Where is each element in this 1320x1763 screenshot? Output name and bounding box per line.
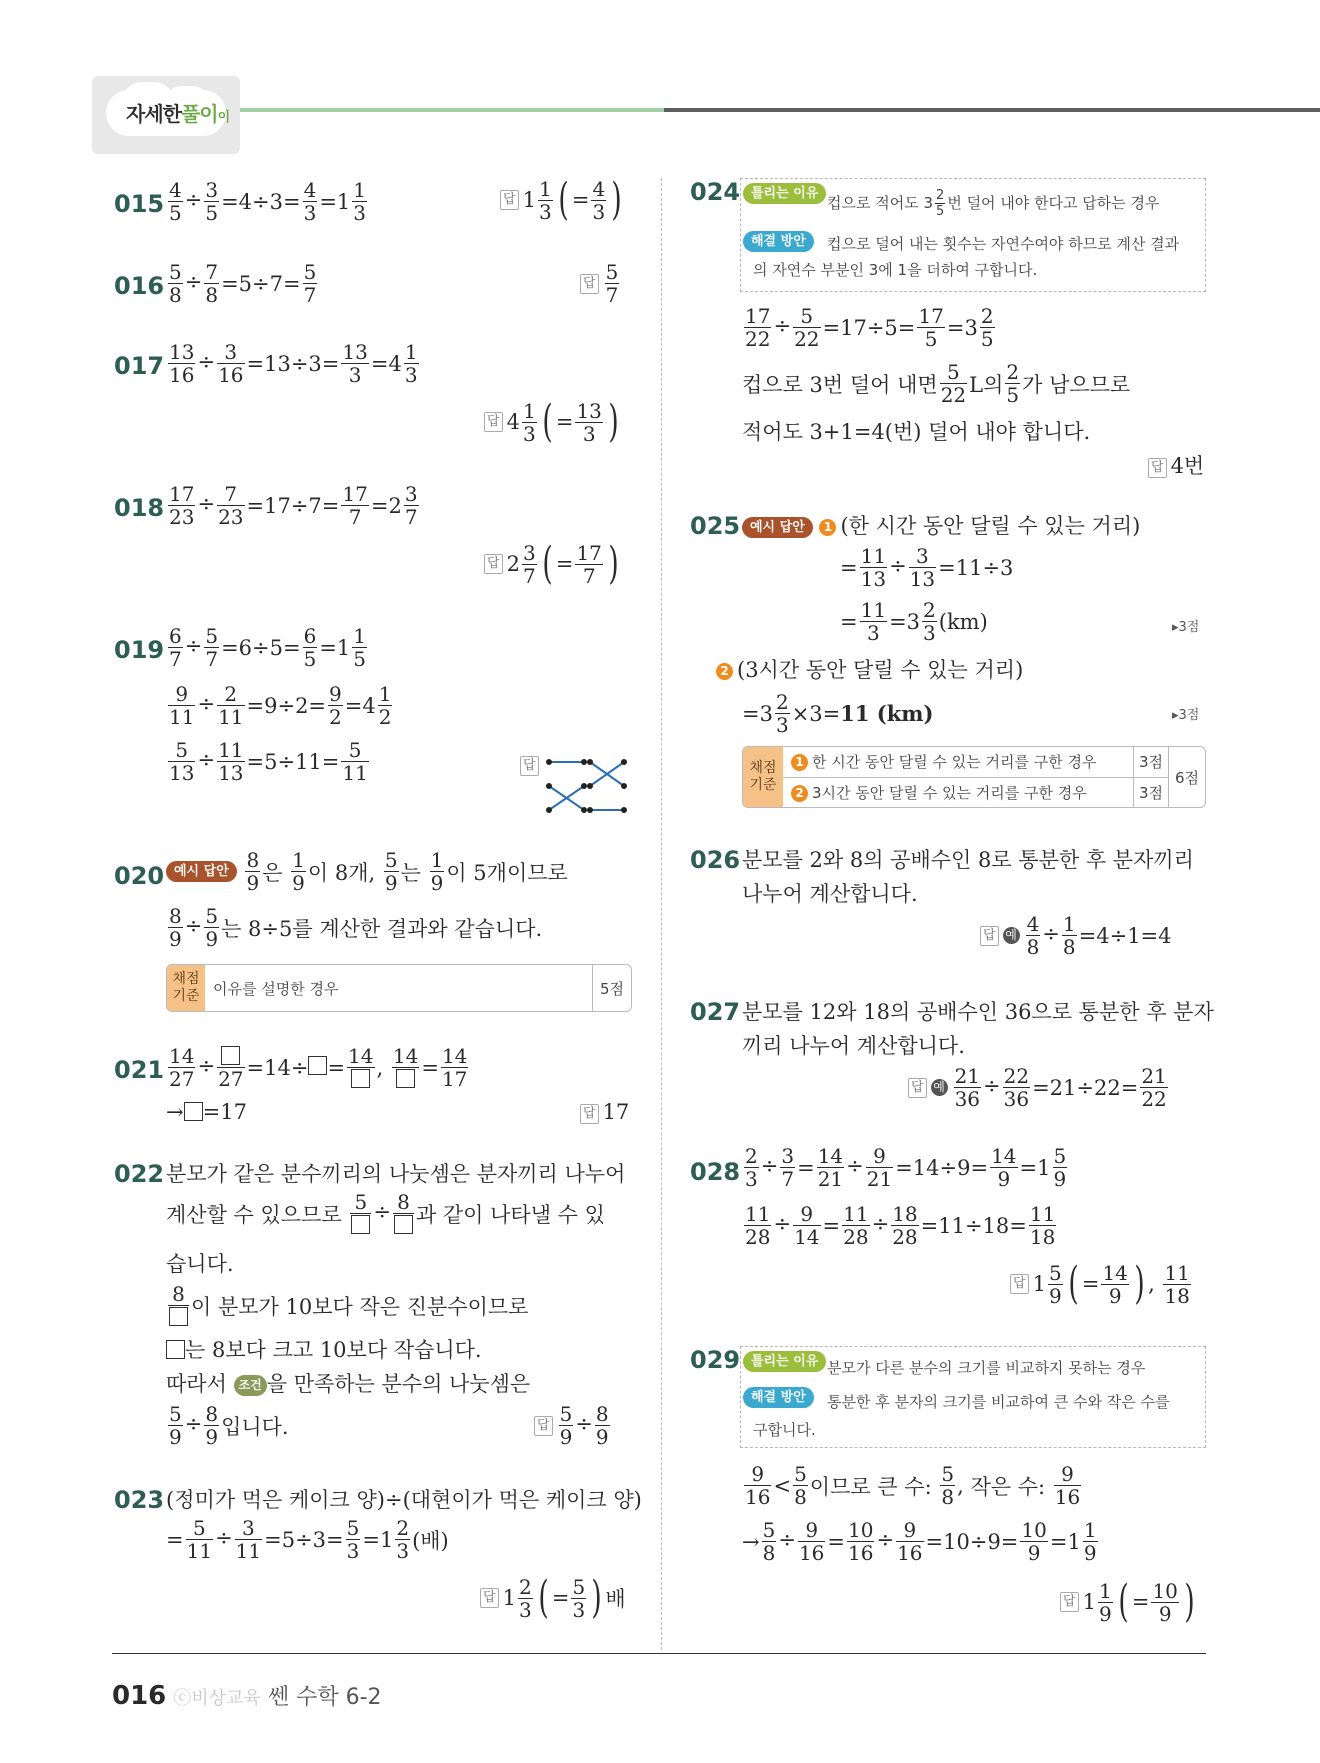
solution-025-step1-line3: = $\frac{11}{3}$ =3 $\frac{2}{3}$ (km) <box>840 598 988 645</box>
wrong-reason-text: 분모가 다른 분수의 크기를 비교하지 못하는 경우 <box>827 1359 1146 1377</box>
answer-016: 답 $\frac{5}{7}$ <box>580 262 621 305</box>
solution-025-step2: 2 (3시간 동안 달릴 수 있는 거리) <box>716 654 1023 684</box>
header-rule-grey <box>664 108 1320 112</box>
solution-016: $\frac{5}{8}$ ÷ $\frac{7}{8}$ =5÷7= $\frac{5}{7}$ <box>169 260 317 307</box>
scoring-label: 채점 기준 <box>167 965 205 1011</box>
solution-method-line1: 컵으로 덜어 내는 횟수는 자연수여야 하므로 계산 결과 <box>827 235 1180 253</box>
solution-022-line5: 는 8보다 크고 10보다 작습니다. <box>166 1334 482 1364</box>
problem-number: 024 <box>690 178 741 206</box>
answer-021: 답 17 <box>580 1100 629 1124</box>
scoring-label: 채점 기준 <box>743 747 783 807</box>
footer-ghost-text: ⓒ비상교육 <box>173 1688 261 1709</box>
solution-029-line2: → $\frac{5}{8}$ ÷ $\frac{9}{16}$ = $\frac{10}{16}$ ÷ $\frac{9}{16}$ =10÷9= $\frac{10}{9}$ =1 $\frac{1}{9}$ <box>742 1518 1097 1565</box>
solution-024-line2: 컵으로 3번 덜어 내면 $\frac{5}{22}$ L의 $\frac{2}{5}$ 가 남으므로 <box>742 360 1131 407</box>
answer-024: 답 4번 <box>1148 450 1204 480</box>
problem-number: 022 <box>114 1160 165 1188</box>
reason-box-024: 틀리는 이유 컵으로 적어도 3 $\frac{2}{5}$ 번 덜어 내야 한다고 답하는 경우 해결 방안 컵으로 덜어 내는 횟수는 자연수여야 하므로 계산 결과 의 자연수 부분인 3에 1을 더하여 구합니다. <box>740 178 1206 292</box>
solution-024-line1: $\frac{17}{22}$ ÷ $\frac{5}{22}$ =17÷5= $\frac{17}{5}$ =3 $\frac{2}{5}$ <box>745 304 994 351</box>
problem-number: 028 <box>690 1158 741 1186</box>
reason-box-029: 틀리는 이유 분모가 다른 분수의 크기를 비교하지 못하는 경우 해결 방안 통분한 후 분자의 크기를 비교하여 큰 수와 작은 수를 구합니다. <box>740 1346 1206 1448</box>
answer-023: 답 1 $\frac{2}{3}$ ( = $\frac{5}{3}$ ) 배 <box>480 1576 626 1620</box>
problem-number: 029 <box>690 1346 741 1374</box>
scoring-points: 5점 <box>592 965 631 1011</box>
solution-020-line2: $\frac{8}{9}$ ÷ $\frac{5}{9}$ 는 8÷5를 계산한 결과와 같습니다. <box>169 904 543 951</box>
column-divider <box>661 178 662 1650</box>
solution-027-line2: 끼리 나누어 계산합니다. <box>742 1034 965 1058</box>
point-marker: ▸3점 <box>1172 708 1200 723</box>
solution-025-step1-line2: = $\frac{11}{13}$ ÷ $\frac{3}{13}$ =11÷3 <box>840 544 1014 591</box>
problem-number: 027 <box>690 998 741 1026</box>
answer-019: 답 <box>520 752 543 776</box>
answer-027: 답 예 $\frac{21}{36}$ ÷ $\frac{22}{36}$ =21÷22= $\frac{21}{22}$ <box>908 1066 1170 1109</box>
solution-027-line1: 분모를 12와 18의 공배수인 36으로 통분한 후 분자 <box>742 1000 1214 1024</box>
problem-number: 026 <box>690 846 741 874</box>
page-number: 016 <box>112 1681 167 1711</box>
solution-022-line3: 습니다. <box>166 1252 234 1276</box>
answer-026: 답 예 $\frac{4}{8}$ ÷ $\frac{1}{8}$ =4÷1=4 <box>980 914 1172 957</box>
solution-022-line4: 8 이 분모가 10보다 작은 진분수이므로 <box>166 1284 528 1327</box>
solution-020-line1: 예시 답안 $\frac{8}{9}$ 은 $\frac{1}{9}$ 이 8개, $\frac{5}{9}$ 는 $\frac{1}{9}$ 이 5개이므로 <box>166 850 568 893</box>
scoring-item: 이유를 설명한 경우 <box>213 979 339 998</box>
problem-number: 017 <box>114 352 165 380</box>
solution-021-line1: $\frac{14}{27}$ ÷ 27 =14÷ = 14 , 14 = $\frac{14}{17}$ <box>169 1044 468 1091</box>
solution-015: $\frac{4}{5}$ ÷ $\frac{3}{5}$ =4÷3= $\frac{4}{3}$ =1 $\frac{1}{3}$ <box>169 178 367 225</box>
solution-028-line1: $\frac{2}{3}$ ÷ $\frac{3}{7}$ = $\frac{14}{21}$ ÷ $\frac{9}{21}$ =14÷9= $\frac{14}{9}$ =1 $\frac{5}{9}$ <box>745 1144 1067 1191</box>
wrong-reason-text: 컵으로 적어도 3 $\frac{2}{5}$ 번 덜어 내야 한다고 답하는 경우 <box>827 188 1160 219</box>
problem-number: 018 <box>114 494 165 522</box>
scoring-table-025: 채점 기준 1 한 시간 동안 달릴 수 있는 거리를 구한 경우 3점 2 3시간 동안 달릴 수 있는 거리를 구한 경우 3점 6점 <box>742 746 1206 808</box>
point-marker: ▸3점 <box>1172 620 1200 635</box>
solution-022-line7: $\frac{5}{9}$ ÷ $\frac{8}{9}$ 입니다. <box>169 1402 289 1449</box>
solution-029-line1: $\frac{9}{16}$ < $\frac{5}{8}$ 이므로 큰 수: $\frac{5}{8}$ , 작은 수: $\frac{9}{16}$ <box>745 1462 1081 1509</box>
book-title: 쎈 수학 6-2 <box>267 1685 382 1710</box>
answer-017: 답 4 $\frac{1}{3}$ ( = $\frac{13}{3}$ ) <box>484 400 622 444</box>
solution-method-line2: 의 자연수 부분인 3에 1을 더하여 구합니다. <box>753 261 1038 279</box>
solution-method-line1: 통분한 후 분자의 크기를 비교하여 큰 수와 작은 수를 <box>827 1393 1170 1411</box>
answer-015: 답 1 $\frac{1}{3}$ ( = $\frac{4}{3}$ ) <box>500 178 625 222</box>
footer-rule <box>112 1653 1206 1654</box>
scoring-total: 6점 <box>1168 747 1205 807</box>
solution-019-line1: $\frac{6}{7}$ ÷ $\frac{5}{7}$ =6÷5= $\frac{6}{5}$ =1 $\frac{1}{5}$ <box>169 624 367 671</box>
solution-022-line1: 분모가 같은 분수끼리의 나눗셈은 분자끼리 나누어 <box>166 1162 626 1186</box>
solution-023-line2: = $\frac{5}{11}$ ÷ $\frac{3}{11}$ =5÷3= $\frac{5}{3}$ =1 $\frac{2}{3}$ (배) <box>166 1516 449 1563</box>
answer-022: 답 $\frac{5}{9}$ ÷ $\frac{8}{9}$ <box>534 1404 612 1447</box>
answer-018: 답 2 $\frac{3}{7}$ ( = $\frac{17}{7}$ ) <box>484 542 622 586</box>
header-title: 자세한풀이이 <box>126 102 230 126</box>
answer-028: 답 1 $\frac{5}{9}$ ( = $\frac{14}{9}$ ) , $\frac{11}{18}$ <box>1010 1262 1193 1306</box>
solution-028-line2: $\frac{11}{28}$ ÷ $\frac{9}{14}$ = $\frac{11}{28}$ ÷ $\frac{18}{28}$ =11÷18= $\frac{11}{18}$ <box>745 1202 1056 1249</box>
header-badge <box>92 76 240 154</box>
solution-021-line2: → =17 <box>166 1100 247 1124</box>
header-rule-green <box>240 108 664 112</box>
matching-diagram <box>544 756 630 816</box>
problem-number: 021 <box>114 1056 165 1084</box>
footer <box>112 1680 382 1711</box>
solution-method-line2: 구합니다. <box>753 1421 816 1439</box>
solution-024-line3: 적어도 3+1=4(번) 덜어 내야 합니다. <box>742 420 1091 444</box>
solution-019-line2: $\frac{9}{11}$ ÷ $\frac{2}{11}$ =9÷2= $\frac{9}{2}$ =4 $\frac{1}{2}$ <box>169 682 392 729</box>
solution-023-line1: (정미가 먹은 케이크 양)÷(대현이가 먹은 케이크 양) <box>166 1488 642 1512</box>
problem-number: 025 <box>690 512 741 540</box>
solution-026-line2: 나누어 계산합니다. <box>742 882 918 906</box>
solution-022-line2: 계산할 수 있으므로 5 ÷ 8 과 같이 나타낼 수 있 <box>166 1192 605 1235</box>
problem-number: 019 <box>114 636 165 664</box>
scoring-table-020 <box>166 964 632 1012</box>
problem-number: 016 <box>114 272 165 300</box>
solution-019-line3: $\frac{5}{13}$ ÷ $\frac{11}{13}$ =5÷11= $\frac{5}{11}$ <box>169 738 368 785</box>
solution-025-step1: 예시 답안 1 (한 시간 동안 달릴 수 있는 거리) <box>742 510 1140 540</box>
problem-number: 023 <box>114 1486 165 1514</box>
solution-017: $\frac{13}{16}$ ÷ $\frac{3}{16}$ =13÷3= $\frac{13}{3}$ =4 $\frac{1}{3}$ <box>169 340 418 387</box>
solution-025-step2-line2: =3 $\frac{2}{3}$ ×3=11 (km) <box>742 690 934 737</box>
problem-number: 015 <box>114 190 165 218</box>
problem-number: 020 <box>114 862 165 890</box>
solution-022-line6: 따라서 조건 을 만족하는 분수의 나눗셈은 <box>166 1372 531 1396</box>
solution-018: $\frac{17}{23}$ ÷ $\frac{7}{23}$ =17÷7= $\frac{17}{7}$ =2 $\frac{3}{7}$ <box>169 482 418 529</box>
solution-026-line1: 분모를 2와 8의 공배수인 8로 통분한 후 분자끼리 <box>742 848 1194 872</box>
answer-029: 답 1 $\frac{1}{9}$ ( = $\frac{10}{9}$ ) <box>1060 1580 1198 1624</box>
